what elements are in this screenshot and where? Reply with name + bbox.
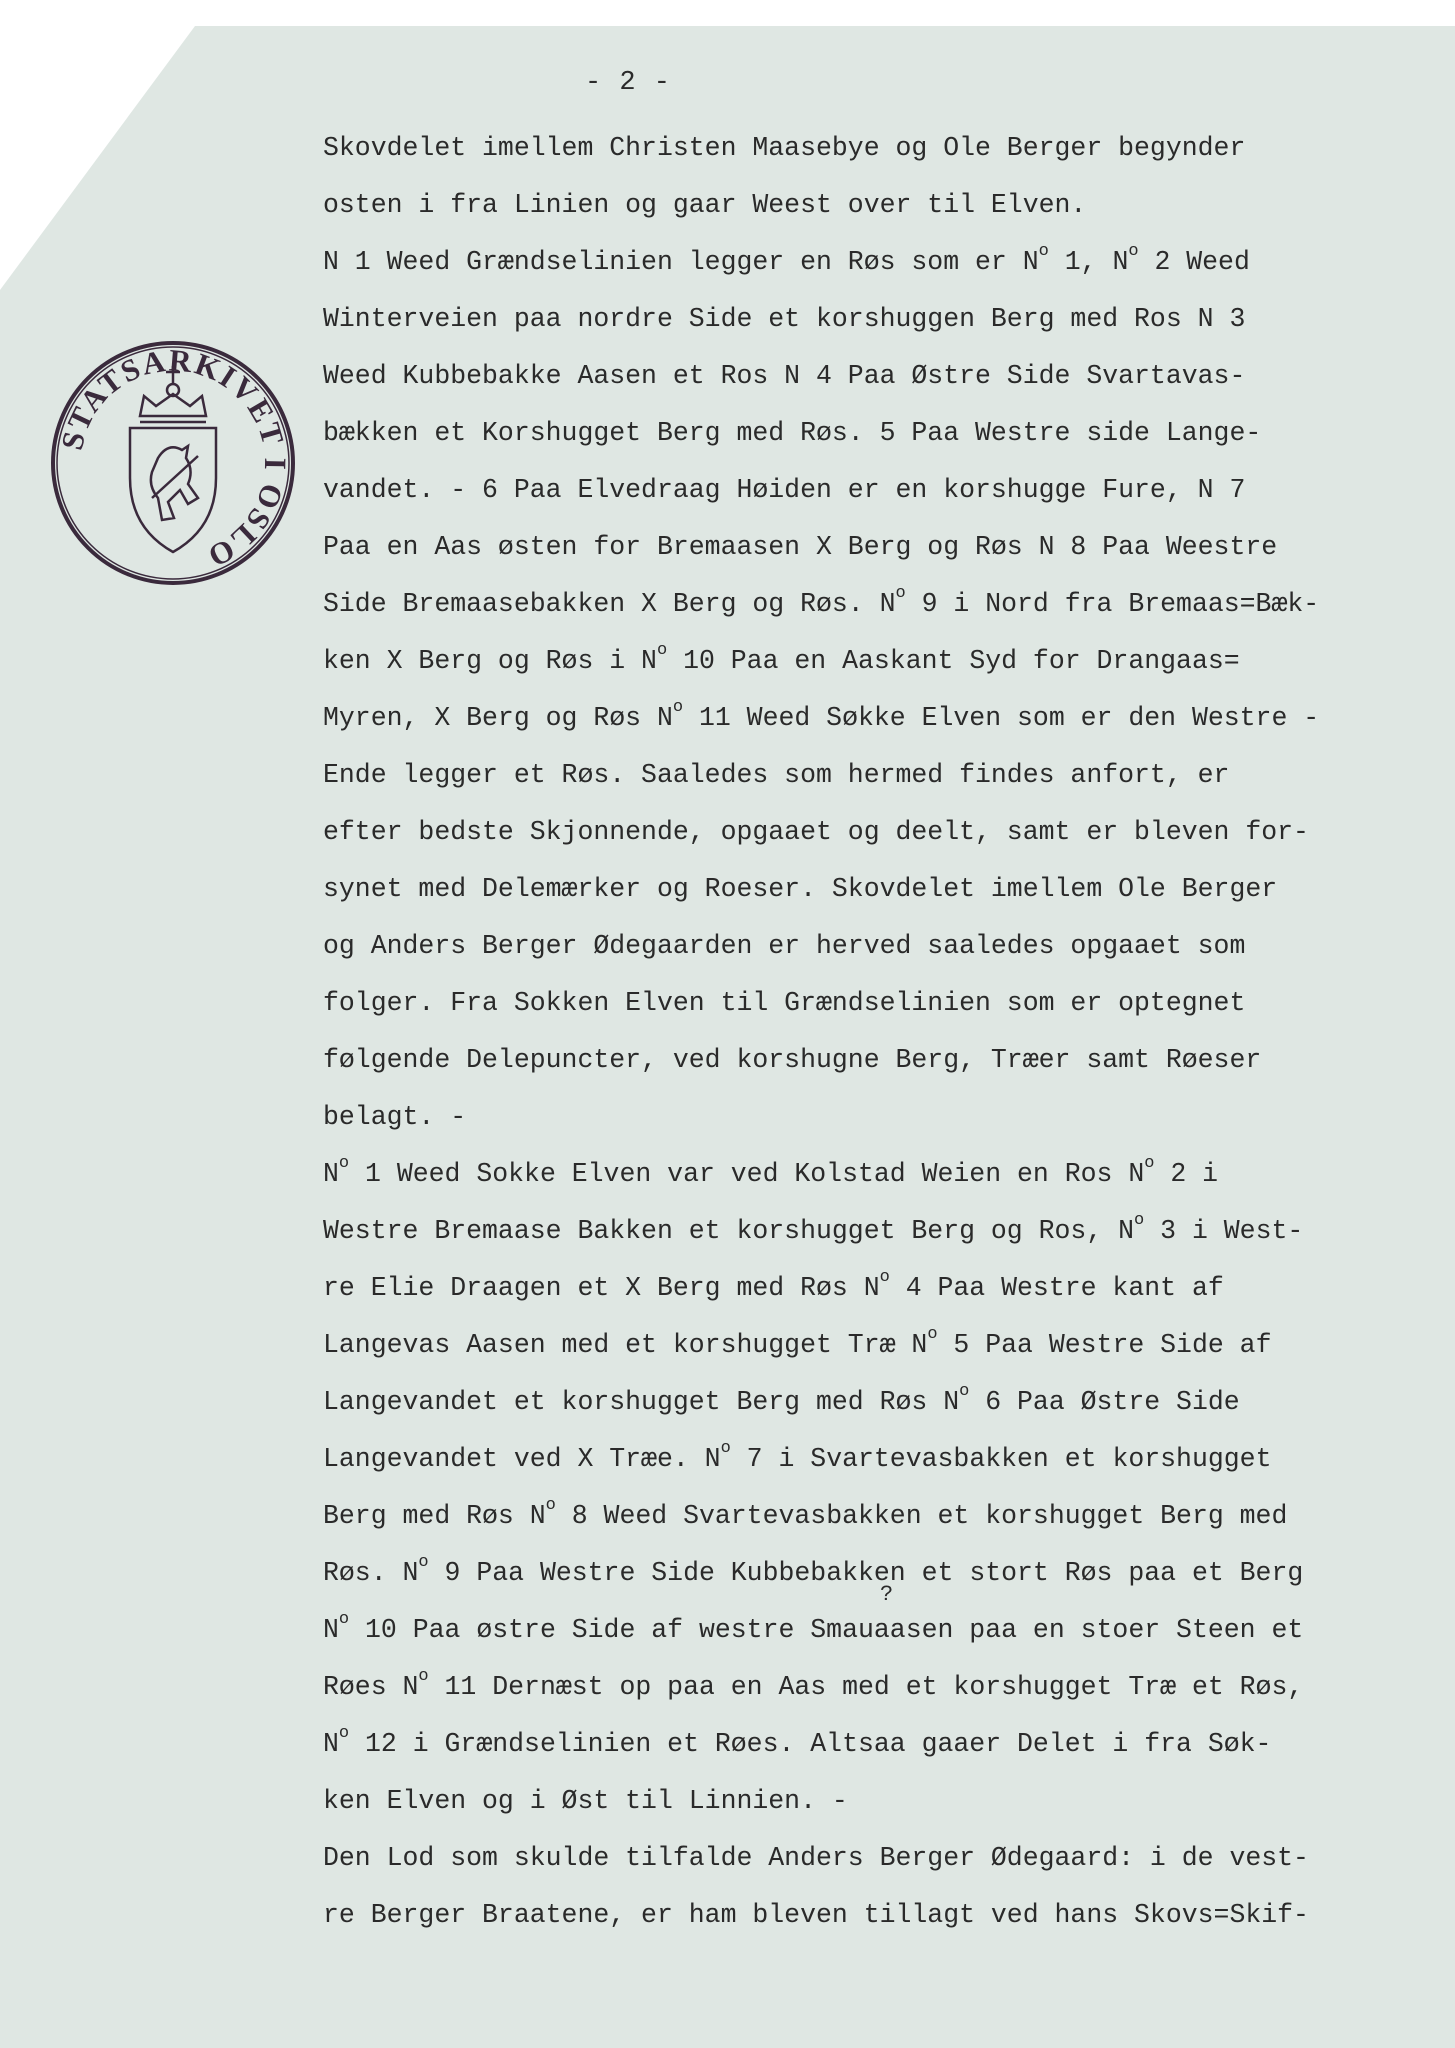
text-segment: 11 Weed Søkke Elven som er den Westre -: [683, 703, 1320, 733]
superscript-o: o: [895, 584, 906, 603]
text-segment: Røes N: [323, 1672, 419, 1702]
text-line: [323, 120, 1433, 177]
text-line: [323, 1602, 1433, 1659]
text-segment: Den Lod som skulde tilfalde Anders Berger Ødegaard: i de vest-: [323, 1843, 1309, 1873]
superscript-o: o: [656, 641, 668, 660]
text-segment: Langevandet et korshugget Berg med Røs N: [323, 1387, 960, 1417]
text-segment: Weed Kubbebakke Aasen et Ros N 4 Paa Østre Side Svartavas-: [323, 361, 1246, 391]
superscript-o: o: [338, 1154, 350, 1173]
text-segment: re Berger Braatene, er ham bleven tillagt ved hans Skovs=Skif-: [323, 1900, 1309, 1930]
text-segment: Skovdelet imellem Christen Maasebye og Ole Berger begynder: [323, 133, 1246, 163]
superscript-o: o: [545, 1496, 556, 1515]
text-segment: 6 Paa Østre Side: [969, 1387, 1240, 1417]
text-line: [323, 291, 1433, 348]
text-segment: Westre Bremaase Bakken et korshugget Berg og Ros, N: [323, 1216, 1135, 1246]
text-line: [323, 1488, 1433, 1545]
superscript-o: o: [879, 1268, 890, 1287]
text-segment: re Elie Draagen et X Berg med Røs N: [323, 1273, 880, 1303]
superscript-o: o: [1128, 242, 1139, 261]
text-line: [323, 1431, 1433, 1488]
text-line: [323, 1146, 1433, 1203]
text-segment: Side Bremaasebakken X Berg og Røs. N: [323, 589, 896, 619]
text-segment: N: [323, 1729, 339, 1759]
text-line: [323, 1089, 1433, 1146]
text-line: [323, 1203, 1433, 1260]
text-segment: 7 i Svartevasbakken et korshugget: [730, 1444, 1272, 1474]
text-segment: 3 i West-: [1144, 1216, 1304, 1246]
text-segment: efter bedste Skjonnende, opgaaet og deelt, samt er bleven for-: [323, 817, 1309, 847]
text-segment: Paa en Aas østen for Bremaasen X Berg og Røs N 8 Paa Weestre: [323, 532, 1278, 562]
text-line: [323, 1659, 1433, 1716]
text-segment: 4 Paa Westre kant af: [889, 1273, 1224, 1303]
superscript-o: o: [1144, 1154, 1155, 1173]
text-segment: bækken et Korshugget Berg med Røs. 5 Paa Westre side Lange-: [323, 418, 1262, 448]
superscript-o: o: [720, 1439, 731, 1458]
text-segment: synet med Delemærker og Roeser. Skovdelet imellem Ole Berger: [323, 874, 1278, 904]
text-line: [323, 1260, 1433, 1317]
page-number: - 2 -: [585, 68, 672, 98]
text-line: [323, 1830, 1433, 1887]
text-line: [323, 633, 1433, 690]
text-line: [323, 576, 1433, 633]
text-segment: osten i fra Linien og gaar Weest over til Elven.: [323, 190, 1087, 220]
margin-question-mark: ?: [880, 1582, 894, 1607]
text-line: [323, 177, 1433, 234]
text-segment: 10 Paa østre Side af westre Smauaasen paa en stoer Steen et: [349, 1615, 1304, 1645]
text-segment: Winterveien paa nordre Side et korshuggen Berg med Ros N 3: [323, 304, 1246, 334]
text-segment: Ende legger et Røs. Saaledes som hermed findes anfort, er: [323, 760, 1230, 790]
text-line: [323, 1773, 1433, 1830]
coat-of-arms-icon: [130, 366, 216, 552]
text-segment: følgende Delepuncter, ved korshugne Berg, Træer samt Røeser: [323, 1045, 1262, 1075]
text-segment: 1 Weed Sokke Elven var ved Kolstad Weien en Ros N: [349, 1159, 1145, 1189]
text-line: [323, 1374, 1433, 1431]
text-segment: 2 Weed: [1138, 247, 1250, 277]
text-segment: og Anders Berger Ødegaarden er herved saaledes opgaaet som: [323, 931, 1246, 961]
superscript-o: o: [959, 1382, 970, 1401]
text-segment: 1, N: [1048, 247, 1129, 277]
text-line: [323, 804, 1433, 861]
text-line: [323, 1716, 1433, 1773]
text-line: [323, 747, 1433, 804]
superscript-o: o: [1038, 242, 1049, 261]
superscript-o: o: [338, 1724, 350, 1743]
text-line: [323, 462, 1433, 519]
text-line: [323, 690, 1433, 747]
text-segment: Myren, X Berg og Røs N: [323, 703, 673, 733]
superscript-o: o: [338, 1610, 350, 1629]
archive-stamp: [48, 338, 298, 588]
text-line: [323, 519, 1433, 576]
text-segment: Langevandet ved X Træe. N: [323, 1444, 721, 1474]
text-line: [323, 1032, 1433, 1089]
text-segment: Langevas Aasen med et korshugget Træ N: [323, 1330, 928, 1360]
text-segment: 2 i: [1154, 1159, 1219, 1189]
superscript-o: o: [927, 1325, 938, 1344]
text-segment: N: [323, 1615, 339, 1645]
text-line: [323, 861, 1433, 918]
text-segment: 8 Weed Svartevasbakken et korshugget Berg med: [555, 1501, 1288, 1531]
text-segment: Røs. N: [323, 1558, 419, 1588]
text-segment: 10 Paa en Aaskant Syd for Drangaas=: [667, 646, 1240, 676]
text-segment: N 1 Weed Grændselinien legger en Røs som er N: [323, 247, 1039, 277]
text-line: [323, 1887, 1433, 1944]
text-segment: 11 Dernæst op paa en Aas med et korshugget Træ et Røs,: [428, 1672, 1304, 1702]
text-line: [323, 405, 1433, 462]
text-segment: belagt. -: [323, 1102, 467, 1132]
text-line: [323, 918, 1433, 975]
superscript-o: o: [418, 1667, 429, 1686]
superscript-o: o: [672, 698, 684, 717]
text-segment: Berg med Røs N: [323, 1501, 546, 1531]
superscript-o: o: [1134, 1211, 1145, 1230]
stamp-text: STATSARKIVET I OSLO: [53, 342, 294, 576]
text-segment: 9 i Nord fra Bremaas=Bæk-: [905, 589, 1320, 619]
text-line: [323, 234, 1433, 291]
text-segment: ken Elven og i Øst til Linnien. -: [323, 1786, 848, 1816]
superscript-o: o: [418, 1553, 429, 1572]
text-line: [323, 348, 1433, 405]
text-line: [323, 975, 1433, 1032]
text-segment: 9 Paa Westre Side Kubbebakken et stort Røs paa et Berg: [428, 1558, 1304, 1588]
text-line: [323, 1545, 1433, 1602]
text-segment: folger. Fra Sokken Elven til Grændselinien som er optegnet: [323, 988, 1246, 1018]
text-segment: ken X Berg og Røs i N: [323, 646, 657, 676]
text-segment: N: [323, 1159, 339, 1189]
text-segment: 12 i Grændselinien et Røes. Altsaa gaaer Delet i fra Søk-: [349, 1729, 1272, 1759]
text-segment: 5 Paa Westre Side af: [937, 1330, 1272, 1360]
text-segment: vandet. - 6 Paa Elvedraag Høiden er en korshugge Fure, N 7: [323, 475, 1246, 505]
letter-body: [323, 120, 1433, 1944]
text-line: [323, 1317, 1433, 1374]
